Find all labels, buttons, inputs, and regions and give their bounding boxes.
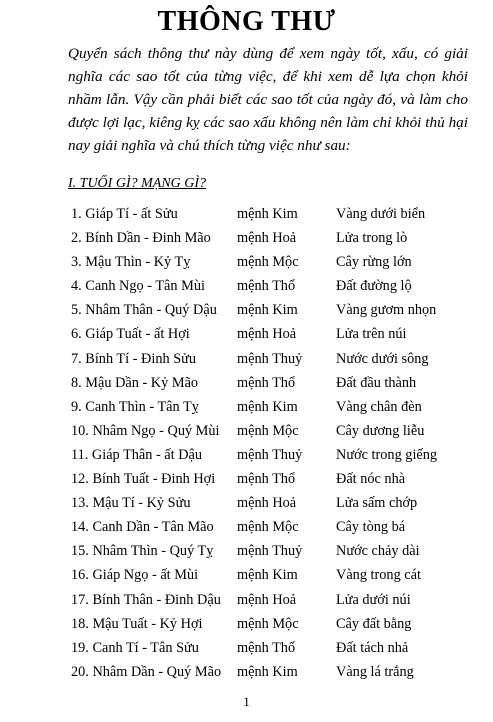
row-menh: mệnh Mộc xyxy=(237,615,299,632)
table-row xyxy=(71,326,481,350)
row-desc: Đất tách nhả xyxy=(336,639,409,656)
row-year: 9. Canh Thìn - Tân Tỵ xyxy=(71,398,199,415)
table-row xyxy=(71,567,481,591)
row-desc: Cây đất bằng xyxy=(336,615,412,632)
row-menh: mệnh Mộc xyxy=(237,519,299,536)
row-menh: mệnh Thổ xyxy=(237,278,296,295)
row-desc: Đất đường lộ xyxy=(336,278,412,295)
page-number: 1 xyxy=(243,694,250,709)
row-desc: Nước chảy dài xyxy=(336,543,420,560)
row-desc: Lửa trong lò xyxy=(336,230,408,247)
table-row xyxy=(71,447,481,471)
section-heading: I. TUỔI GÌ? MẠNG GÌ? xyxy=(68,176,207,191)
table-row xyxy=(71,206,481,230)
row-desc: Đất đầu thành xyxy=(336,374,417,391)
row-menh: mệnh Hoả xyxy=(237,230,297,247)
menh-table xyxy=(71,206,481,688)
row-menh: mệnh Kim xyxy=(237,663,298,680)
row-menh: mệnh Mộc xyxy=(237,422,299,439)
row-year: 19. Canh Tí - Tân Sửu xyxy=(71,639,199,656)
row-menh: mệnh Kim xyxy=(237,398,298,415)
row-menh: mệnh Kim xyxy=(237,567,298,584)
row-desc: Vàng trong cát xyxy=(336,567,421,584)
row-desc: Vàng dưới biển xyxy=(336,206,426,222)
table-row xyxy=(71,230,481,254)
table-row xyxy=(71,519,481,543)
row-year: 16. Giáp Ngọ - ất Mùi xyxy=(71,567,199,584)
row-desc: Vàng gươm nhọn xyxy=(336,302,437,319)
row-year: 20. Nhâm Dần - Quý Mão xyxy=(71,663,222,680)
row-year: 13. Mậu Tí - Kỷ Sửu xyxy=(71,495,191,512)
row-year: 12. Bính Tuất - Đinh Hợi xyxy=(71,471,216,488)
row-year: 15. Nhâm Thìn - Quý Tỵ xyxy=(71,543,214,560)
row-desc: Lửa dưới núi xyxy=(336,591,411,608)
table-row xyxy=(71,471,481,495)
table-row xyxy=(71,254,481,278)
row-year: 17. Bính Thân - Đinh Dậu xyxy=(71,591,221,608)
table-row xyxy=(71,640,481,664)
row-menh: mệnh Kim xyxy=(237,206,298,222)
row-year: 3. Mậu Thìn - Kỷ Tỵ xyxy=(71,254,191,271)
row-year: 1. Giáp Tí - ất Sửu xyxy=(71,206,178,222)
row-menh: mệnh Kim xyxy=(237,302,298,319)
row-menh: mệnh Hoả xyxy=(237,495,297,512)
row-year: 14. Canh Dần - Tân Mão xyxy=(71,519,214,536)
row-desc: Nước dưới sông xyxy=(336,350,429,367)
row-desc: Vàng lá trắng xyxy=(336,663,414,680)
table-row xyxy=(71,616,481,640)
row-year: 6. Giáp Tuất - ất Hợi xyxy=(71,326,190,343)
row-year: 8. Mậu Dần - Kỷ Mão xyxy=(71,374,199,391)
row-year: 18. Mậu Tuất - Kỷ Hợi xyxy=(71,615,203,632)
intro-paragraph: Quyển sách thông thư này dùng để xem ngày tốt, xấu, có giải nghĩa các sao tốt của từng việc, để khi xem dễ lựa chọn khỏi nhầm lẫn. Vậy cần phải biết các sao tốt của ngày đó, và làm cho được lợi lạc, kiêng kỵ các sao xấu không nên làm chỉ khỏi thủ hại nay giải nghĩa và chú thích từng việc như sau: xyxy=(68,45,468,154)
row-year: 2. Bính Dần - Đinh Mão xyxy=(71,230,211,247)
page-title: THÔNG THƯ xyxy=(157,6,336,37)
row-year: 10. Nhâm Ngọ - Quý Mùi xyxy=(71,422,220,439)
row-desc: Cây rừng lớn xyxy=(336,254,412,271)
row-desc: Vàng chân đèn xyxy=(336,398,422,415)
row-menh: mệnh Thuỷ xyxy=(237,350,303,367)
row-menh: mệnh Hoả xyxy=(237,591,297,608)
table-row xyxy=(71,399,481,423)
row-year: 4. Canh Ngọ - Tân Mùi xyxy=(71,278,205,295)
row-menh: mệnh Mộc xyxy=(237,254,299,271)
row-desc: Nước trong giếng xyxy=(336,446,438,463)
row-menh: mệnh Thổ xyxy=(237,471,296,488)
row-menh: mệnh Thuỷ xyxy=(237,446,303,463)
row-desc: Cây tòng bá xyxy=(336,519,406,536)
row-menh: mệnh Thổ xyxy=(237,374,296,391)
table-row xyxy=(71,375,481,399)
row-menh: mệnh Hoả xyxy=(237,326,297,343)
row-desc: Lửa trên núi xyxy=(336,326,407,343)
row-year: 7. Bính Tí - Đinh Sửu xyxy=(71,350,197,367)
row-desc: Lửa sấm chớp xyxy=(336,495,418,512)
row-desc: Cây dương liễu xyxy=(336,422,425,439)
table-row xyxy=(71,543,481,567)
table-row xyxy=(71,278,481,302)
table-row xyxy=(71,495,481,519)
row-menh: mệnh Thuỷ xyxy=(237,543,303,560)
table-row xyxy=(71,302,481,326)
table-row xyxy=(71,664,481,688)
row-desc: Đất nóc nhà xyxy=(336,471,406,488)
row-menh: mệnh Thổ xyxy=(237,639,296,656)
row-year: 11. Giáp Thân - ất Dậu xyxy=(71,446,203,463)
table-row xyxy=(71,351,481,375)
row-year: 5. Nhâm Thân - Quý Dậu xyxy=(71,302,217,319)
table-row xyxy=(71,592,481,616)
table-row xyxy=(71,423,481,447)
